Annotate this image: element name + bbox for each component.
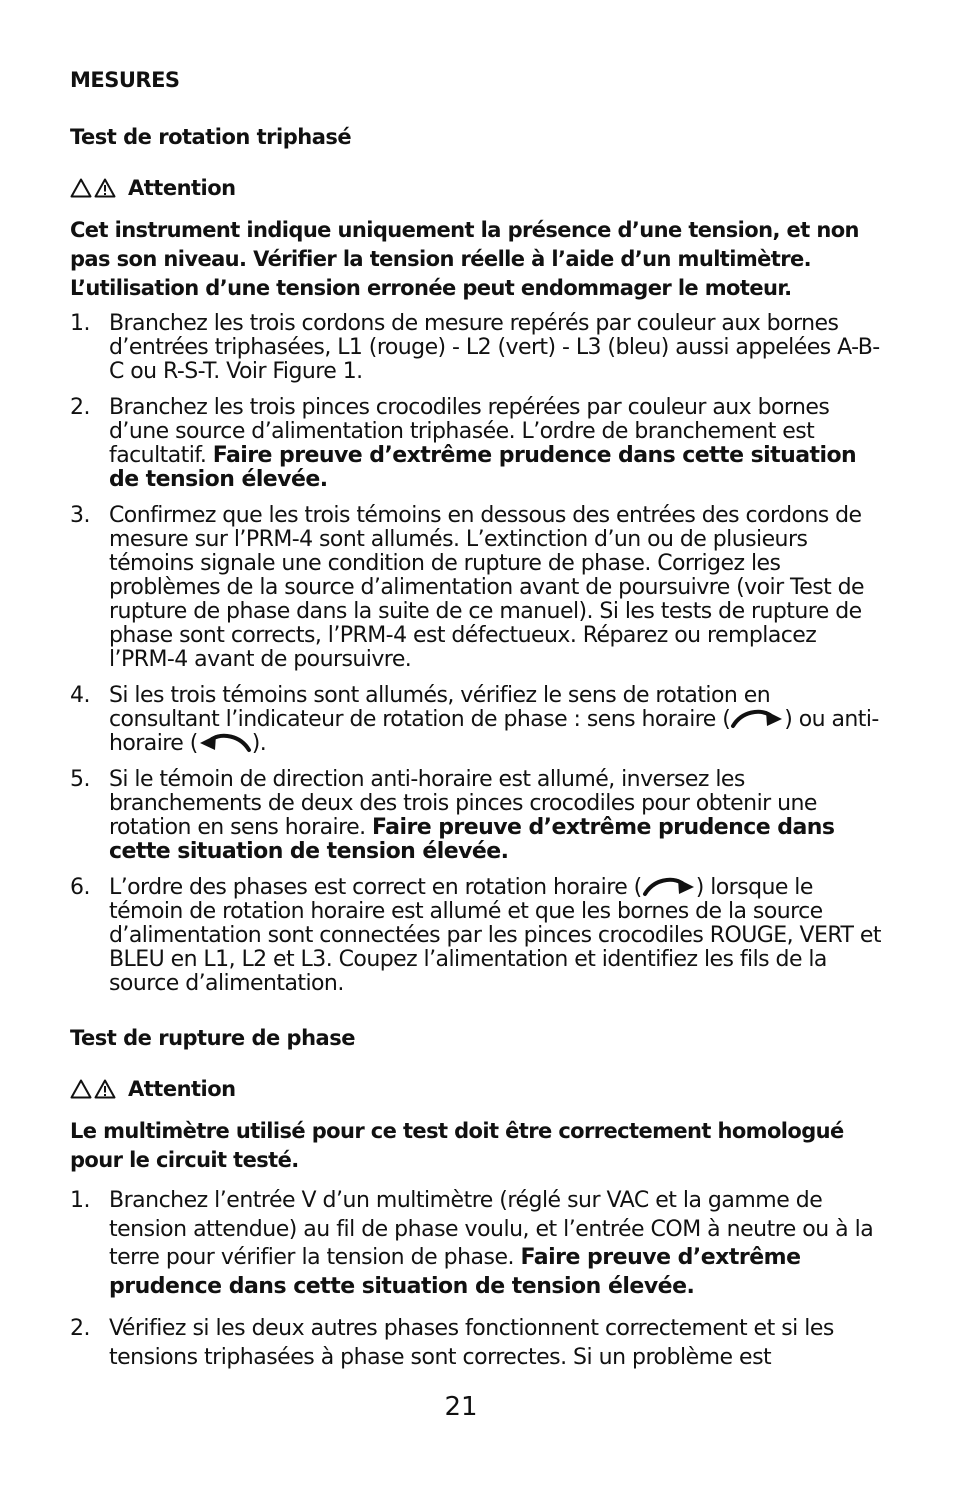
- list-item: [70, 876, 885, 996]
- warning-triangle-icon: [70, 178, 92, 198]
- step-text: Branchez les trois pinces crocodiles repérées par couleur aux bornes d’une source d’alimentation triphasée. L’ordre de branchement est facultatif.: [109, 395, 830, 468]
- rotation-attention-heading: [70, 175, 236, 201]
- step-caution-text: Faire preuve d’extrême prudence dans cette situation de tension élevée.: [109, 443, 857, 492]
- list-item: [70, 1187, 885, 1301]
- page-number: 21: [444, 1392, 478, 1422]
- step-caution-text: Faire preuve d’extrême prudence dans cette situation de tension élevée.: [109, 815, 835, 864]
- step-text: Si les trois témoins sont allumés, vérifiez le sens de rotation en consultant l’indicateur de rotation de phase : sens horaire (: [109, 683, 771, 732]
- clockwise-rotation-icon: [642, 877, 696, 897]
- step-text: L’ordre des phases est correct en rotation horaire (: [109, 875, 642, 900]
- step-number: 2.: [70, 395, 90, 420]
- rotation-test-title: Test de rotation triphasé: [70, 125, 352, 149]
- phase-loss-attention-heading: [70, 1076, 236, 1102]
- warning-triangle-icon: [70, 1079, 92, 1099]
- clockwise-rotation-icon: [730, 709, 784, 729]
- step-text: ) lorsque le témoin de rotation horaire est allumé et que les bornes de la source d’alimentation sont connectées par les pinces crocodiles ROUGE, VERT et BLEU en L1, L2 et L3. Coupez l’alimentation et identifiez les fils de la source d’alimentation.: [109, 875, 881, 996]
- list-item: [70, 312, 885, 384]
- step-text: Branchez les trois cordons de mesure repérés par couleur aux bornes d’entrées triphasées, L1 (rouge) - L2 (vert) - L3 (bleu) aussi appelées A-B-C ou R-S-T. Voir Figure 1.: [109, 311, 880, 384]
- step-caution-text: Faire preuve d’extrême prudence dans cette situation de tension élevée.: [109, 1245, 801, 1299]
- attention-label: Attention: [128, 1077, 236, 1101]
- step-number: 3.: [70, 503, 90, 528]
- step-number: 6.: [70, 875, 90, 900]
- step-text: Vérifiez si les deux autres phases fonctionnent correctement et si les tensions triphasées à phase sont correctes. Si un problème est: [109, 1316, 834, 1370]
- phase-loss-steps-list: [70, 1187, 885, 1386]
- attention-label: Attention: [128, 176, 236, 200]
- step-text: Si le témoin de direction anti-horaire est allumé, inversez les branchements de deux des trois pinces crocodiles pour obtenir une rotation en sens horaire.: [109, 767, 817, 840]
- list-item: [70, 396, 885, 492]
- step-number: 5.: [70, 767, 90, 792]
- list-item: [70, 1315, 885, 1372]
- list-item: [70, 684, 885, 756]
- step-number: 1.: [70, 1188, 90, 1213]
- step-number: 4.: [70, 683, 90, 708]
- counterclockwise-rotation-icon: [198, 733, 252, 753]
- phase-loss-test-title: Test de rupture de phase: [70, 1026, 355, 1050]
- rotation-warning-text: Cet instrument indique uniquement la présence d’une tension, et non pas son niveau. Vérifier la tension réelle à l’aide d’un multimètre. L’utilisation d’une tension erronée peut endommager le moteur.: [70, 218, 859, 300]
- step-text: Branchez l’entrée V d’un multimètre (réglé sur VAC et la gamme de tension attendue) au fil de phase voulu, et l’entrée COM à neutre ou à la terre pour vérifier la tension de phase.: [109, 1188, 874, 1270]
- step-text: ).: [251, 731, 267, 756]
- rotation-steps-list: [70, 312, 885, 1008]
- section-title: MESURES: [70, 68, 180, 92]
- step-text: ) ou anti-horaire (: [109, 707, 879, 756]
- warning-triangle-icon: [94, 1079, 116, 1099]
- list-item: [70, 768, 885, 864]
- warning-triangle-icon: [94, 178, 116, 198]
- phase-loss-warning-text: Le multimètre utilisé pour ce test doit être correctement homologué pour le circuit testé.: [70, 1119, 844, 1172]
- step-text: Confirmez que les trois témoins en dessous des entrées des cordons de mesure sur l’PRM-4 sont allumés. L’extinction d’un ou de plusieurs témoins signale une condition de rupture de phase. Corrigez les problèmes de la source d’alimentation avant de poursuivre (voir Test de rupture de phase dans la suite de ce manuel). Si les tests de rupture de phase sont corrects, l’PRM-4 est défectueux. Réparez ou remplacez l’PRM-4 avant de poursuivre.: [109, 503, 865, 672]
- step-number: 2.: [70, 1316, 90, 1341]
- step-number: 1.: [70, 311, 90, 336]
- list-item: [70, 504, 885, 672]
